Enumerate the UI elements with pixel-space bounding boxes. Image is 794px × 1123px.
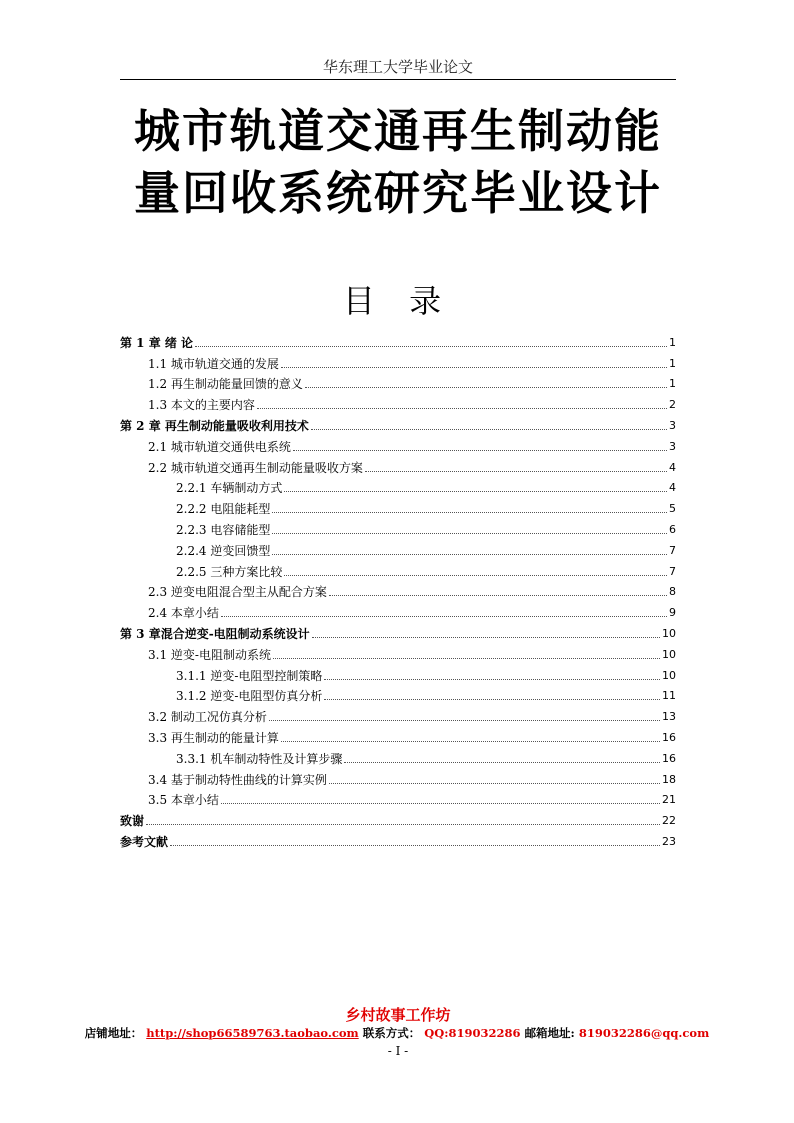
- toc-entry[interactable]: [120, 621, 676, 642]
- toc-leader-dots: [257, 407, 667, 409]
- toc-entry-title: 3.5 本章小结: [148, 793, 219, 808]
- toc-entry[interactable]: [120, 580, 676, 601]
- toc-entry-page: 13: [662, 710, 676, 724]
- toc-entry-title: 2.2.5 三种方案比较: [176, 564, 283, 579]
- toc-leader-dots: [324, 678, 660, 680]
- toc-entry-title: 2.2.3 电容储能型: [176, 522, 271, 537]
- toc-leader-dots: [195, 345, 667, 347]
- toc-leader-dots: [284, 490, 667, 492]
- toc-entry-title: 3.3.1 机车制动特性及计算步骤: [176, 751, 343, 766]
- toc-entry[interactable]: [120, 788, 676, 809]
- table-of-contents: [120, 330, 676, 850]
- toc-leader-dots: [273, 657, 660, 659]
- toc-leader-dots: [146, 823, 660, 825]
- contact-value: QQ:819032286: [424, 1026, 521, 1040]
- toc-entry[interactable]: [120, 496, 676, 517]
- toc-entry-page: 2: [669, 398, 676, 412]
- toc-entry-page: 23: [662, 834, 676, 848]
- toc-entry-page: 1: [669, 356, 676, 370]
- toc-entry-page: 4: [669, 460, 676, 474]
- toc-leader-dots: [312, 636, 660, 638]
- toc-leader-dots: [221, 615, 667, 617]
- title-line-2: 量回收系统研究毕业设计: [134, 166, 662, 220]
- toc-entry-page: 1: [669, 335, 676, 349]
- toc-leader-dots: [305, 386, 667, 388]
- toc-entry-title: 2.1 城市轨道交通供电系统: [148, 439, 291, 454]
- store-url-link[interactable]: http://shop66589763.taobao.com: [146, 1026, 359, 1040]
- toc-leader-dots: [272, 532, 667, 534]
- toc-entry-page: 3: [669, 439, 676, 453]
- toc-entry-page: 10: [662, 647, 676, 661]
- toc-entry[interactable]: [120, 746, 676, 767]
- toc-leader-dots: [221, 802, 660, 804]
- toc-entry[interactable]: [120, 559, 676, 580]
- page-number: - I -: [387, 1044, 409, 1058]
- contact-label: 联系方式：: [362, 1026, 421, 1040]
- toc-entry[interactable]: [120, 684, 676, 705]
- toc-entry[interactable]: [120, 517, 676, 538]
- toc-heading: 目 录: [342, 282, 454, 320]
- toc-entry-page: 16: [662, 751, 676, 765]
- toc-entry-page: 8: [669, 585, 676, 599]
- toc-leader-dots: [272, 511, 667, 513]
- email-label: 邮箱地址:: [524, 1026, 575, 1040]
- toc-leader-dots: [329, 594, 667, 596]
- toc-entry-title: 致谢: [120, 814, 145, 829]
- toc-entry-title: 1.3 本文的主要内容: [148, 398, 255, 413]
- toc-entry[interactable]: [120, 455, 676, 476]
- toc-entry-title: 2.2 城市轨道交通再生制动能量吸收方案: [148, 460, 363, 475]
- toc-entry-title: 2.4 本章小结: [148, 606, 219, 621]
- toc-entry-title: 3.2 制动工况仿真分析: [148, 710, 267, 725]
- footer-shop-name: 乡村故事工作坊: [345, 1006, 451, 1024]
- toc-entry-title: 3.1 逆变-电阻制动系统: [148, 647, 271, 662]
- toc-entry[interactable]: [120, 642, 676, 663]
- toc-entry-title: 2.2.2 电阻能耗型: [176, 502, 271, 517]
- title-line-1: 城市轨道交通再生制动能: [134, 104, 662, 158]
- toc-entry-title: 2.2.4 逆变回馈型: [176, 543, 271, 558]
- toc-entry-page: 10: [662, 626, 676, 640]
- toc-entry-page: 22: [662, 814, 676, 828]
- email-value: 819032286@qq.com: [578, 1026, 710, 1040]
- toc-entry-page: 9: [669, 606, 676, 620]
- toc-entry[interactable]: [120, 476, 676, 497]
- toc-entry-title: 第 2 章 再生制动能量吸收利用技术: [120, 418, 309, 433]
- toc-entry-page: 16: [662, 730, 676, 744]
- header-divider: [120, 79, 676, 80]
- toc-entry[interactable]: [120, 372, 676, 393]
- toc-entry-title: 参考文献: [120, 834, 169, 849]
- toc-leader-dots: [293, 449, 667, 451]
- store-label: 店铺地址：: [84, 1026, 143, 1040]
- toc-entry-title: 3.3 再生制动的能量计算: [148, 730, 279, 745]
- toc-leader-dots: [281, 366, 667, 368]
- toc-entry-title: 第 1 章 绪 论: [120, 335, 194, 350]
- toc-entry[interactable]: [120, 392, 676, 413]
- toc-entry-page: 10: [662, 668, 676, 682]
- toc-entry-page: 1: [669, 377, 676, 391]
- toc-entry[interactable]: [120, 725, 676, 746]
- toc-entry-page: 3: [669, 418, 676, 432]
- toc-entry-page: 21: [662, 793, 676, 807]
- toc-leader-dots: [329, 782, 660, 784]
- toc-leader-dots: [281, 740, 660, 742]
- toc-entry-page: 7: [669, 543, 676, 557]
- toc-leader-dots: [365, 470, 667, 472]
- toc-entry-title: 2.3 逆变电阻混合型主从配合方案: [148, 585, 327, 600]
- toc-entry-page: 6: [669, 522, 676, 536]
- toc-leader-dots: [272, 553, 667, 555]
- toc-leader-dots: [311, 428, 667, 430]
- document-title: [110, 100, 686, 224]
- toc-entry-title: 第 3 章混合逆变-电阻制动系统设计: [120, 626, 310, 641]
- toc-entry-title: 3.1.2 逆变-电阻型仿真分析: [176, 689, 323, 704]
- toc-entry-page: 11: [662, 689, 676, 703]
- toc-entry[interactable]: [120, 413, 676, 434]
- toc-entry-page: 18: [662, 772, 676, 786]
- toc-entry-title: 1.2 再生制动能量回馈的意义: [148, 377, 303, 392]
- footer-contact-line: [60, 1025, 734, 1041]
- page-header: 华东理工大学毕业论文: [322, 58, 473, 76]
- toc-entry[interactable]: [120, 330, 676, 351]
- toc-entry-page: 7: [669, 564, 676, 578]
- toc-leader-dots: [269, 719, 660, 721]
- toc-leader-dots: [324, 698, 660, 700]
- toc-entry-page: 4: [669, 481, 676, 495]
- toc-entry[interactable]: [120, 600, 676, 621]
- toc-entry[interactable]: [120, 663, 676, 684]
- toc-entry[interactable]: [120, 704, 676, 725]
- toc-entry[interactable]: [120, 808, 676, 829]
- toc-entry-page: 5: [669, 502, 676, 516]
- toc-leader-dots: [344, 761, 660, 763]
- toc-leader-dots: [170, 844, 660, 846]
- toc-entry[interactable]: [120, 829, 676, 850]
- toc-entry-title: 2.2.1 车辆制动方式: [176, 481, 283, 496]
- toc-entry-title: 1.1 城市轨道交通的发展: [148, 356, 279, 371]
- toc-entry[interactable]: [120, 351, 676, 372]
- toc-entry-title: 3.1.1 逆变-电阻型控制策略: [176, 668, 323, 683]
- toc-entry[interactable]: [120, 767, 676, 788]
- toc-leader-dots: [284, 574, 667, 576]
- toc-entry[interactable]: [120, 538, 676, 559]
- toc-entry[interactable]: [120, 434, 676, 455]
- toc-entry-title: 3.4 基于制动特性曲线的计算实例: [148, 772, 327, 787]
